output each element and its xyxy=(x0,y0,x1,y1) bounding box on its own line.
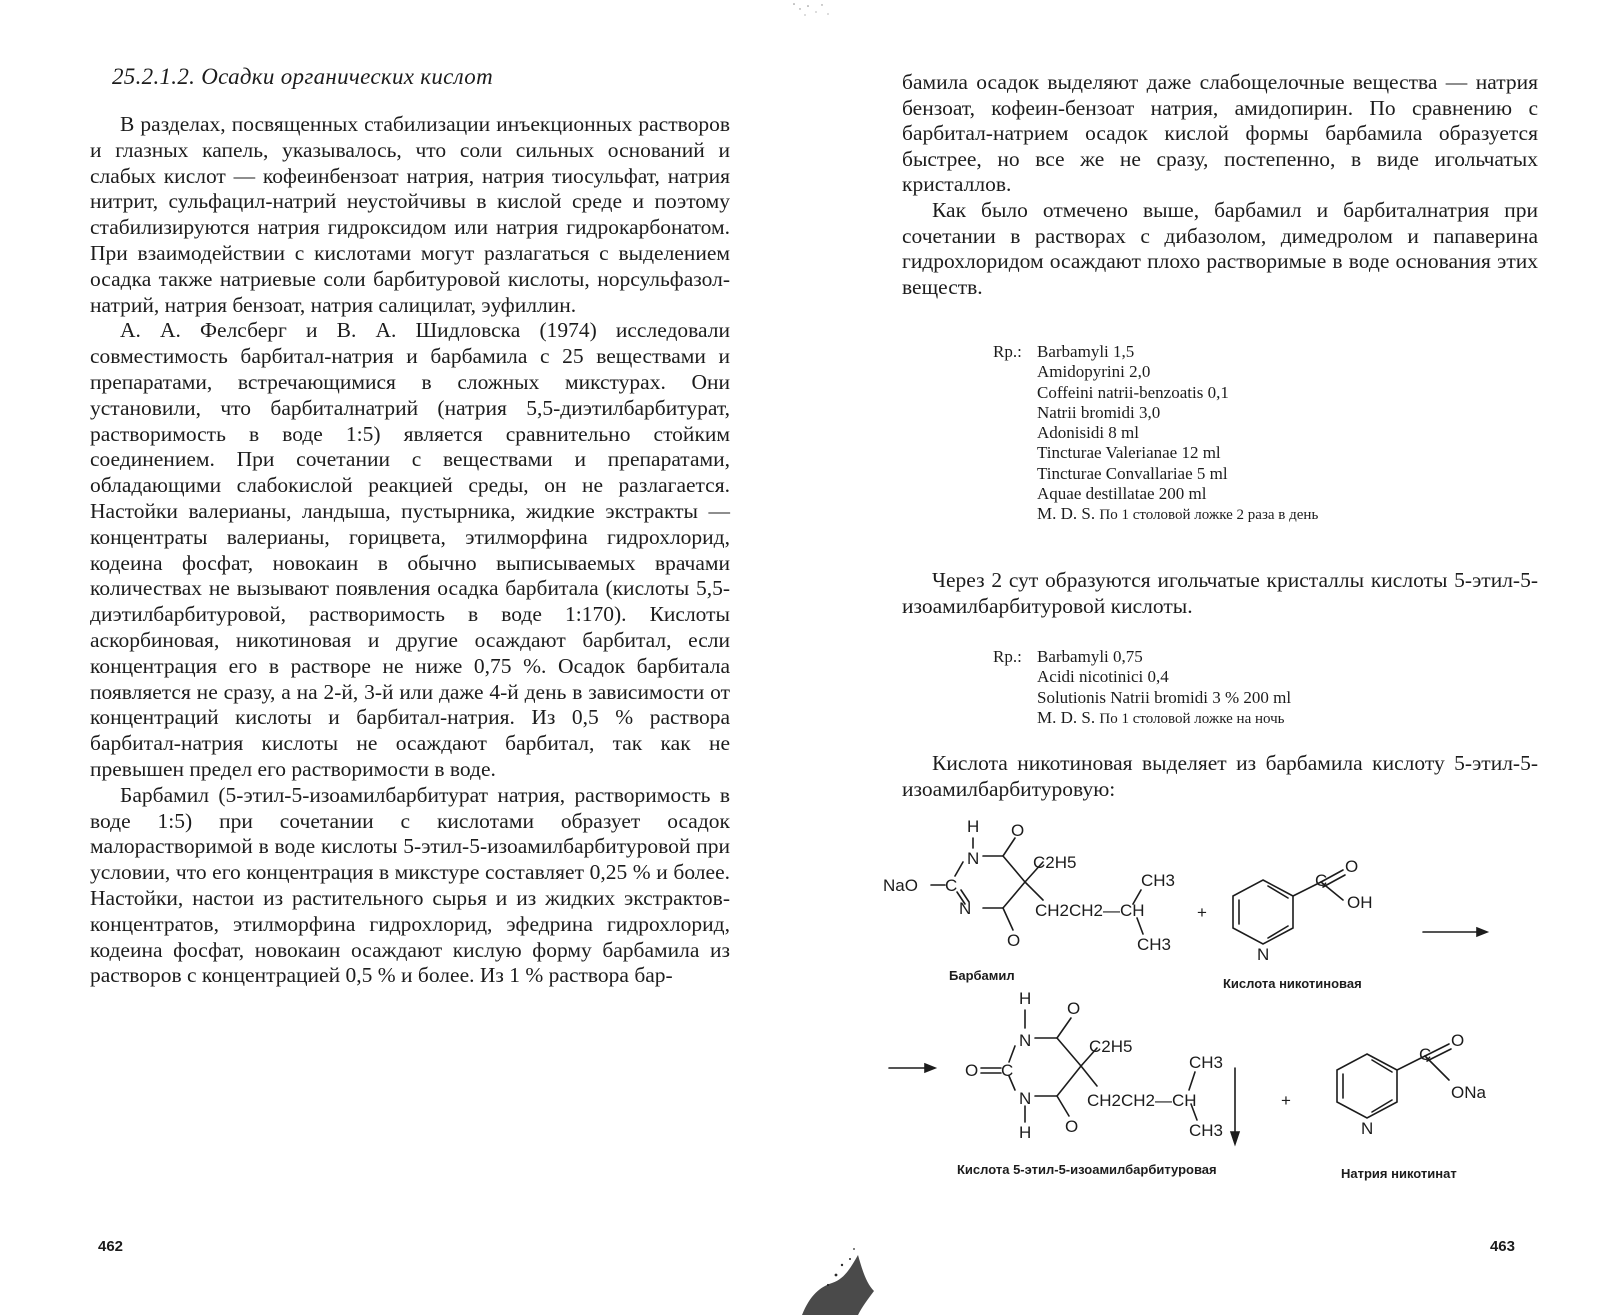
atom-label: O xyxy=(1345,857,1359,876)
recipe-1-ingredient: Natrii bromidi 3,0 xyxy=(1037,402,1161,422)
atom-label: C xyxy=(945,876,958,895)
recipe-1-ingredient: Barbamyli 1,5 xyxy=(1037,342,1135,361)
left-body-text xyxy=(90,112,730,989)
recipe-1-ingredient: Adonisidi 8 ml xyxy=(1037,423,1140,443)
recipe-1-ingredient: Amidopyrini 2,0 xyxy=(1037,362,1151,382)
right-text-block-1 xyxy=(902,70,1538,300)
atom-label: CH3 xyxy=(1141,871,1176,890)
recipe-2-signature xyxy=(1037,708,1291,729)
recipe-1-instructions: По 1 столовой ложке 2 раза в день xyxy=(1099,507,1319,524)
recipe-2-rp: Rp.: xyxy=(993,647,1022,666)
atom-label: ONa xyxy=(1451,1083,1486,1102)
right-text-block-3 xyxy=(902,751,1538,802)
right-paragraph-3: Через 2 сут образуются игольчатые кристаллы кислоты 5-этил-5-изоамилбарбитуровой кислоты. xyxy=(902,568,1538,618)
atom-label: H xyxy=(1019,989,1032,1008)
left-paragraph-2: А. А. Фелсберг и В. А. Шидловска (1974) исследовали совместимость барбитал-натрия и барбамила с 25 веществами и препаратами, встречающимися в сложных микстурах. Они установили, что барбиталнатрий (натрия 5,5-диэтилбарбитурат, растворимость в воде 1:5) является сравнительно стойким соединением. При сочетании с веществами и препаратами, обладающими слабокислой реакцией среды, он не разлагается. Настойки валерианы, ландыша, пустырника, жидкие экстракты — концентраты валерианы, горицвета, этилморфина гидрохлорид, кодеина фосфат, новокаин в обычно выписываемых врачами количествах не вызывают появления осадка барбитала (кислоты 5,5-диэтилбарбитуровой, растворимость в воде 1:170). Кислоты аскорбиновая, никотиновая и другие осаждают барбитал, если концентрация его в растворе не ниже 0,75 %. Осадок барбитала появляется не сразу, а на 2-й, 3-й или даже 4-й день в зависимости от концентраций кислоты и барбитал-натрия. Из 0,5 % раствора барбитал-натрия кислоты не осаждают барбитал, так как не превышен предел его растворимости в воде. xyxy=(90,318,730,781)
recipe-1 xyxy=(993,342,1318,526)
atom-label: CH3 xyxy=(1137,935,1172,954)
atom-label: O xyxy=(1007,931,1021,950)
plus-sign: + xyxy=(1197,903,1207,922)
recipe-2-ingredient: Barbamyli 0,75 xyxy=(1037,647,1143,666)
binding-smudge xyxy=(792,1225,882,1315)
atom-label: C2H5 xyxy=(1089,1037,1133,1056)
atom-label: CH2CH2—CH xyxy=(1035,901,1145,920)
recipe-1-ingredient: Aquae destillatae 200 ml xyxy=(1037,484,1207,504)
atom-label: CH3 xyxy=(1189,1121,1224,1140)
atom-label: C xyxy=(1419,1045,1432,1064)
page-number-left: 462 xyxy=(98,1238,124,1255)
left-paragraph-3: Барбамил (5-этил-5-изоамилбарбитурат натрия, растворимость в воде 1:5) при сочетании с кислотами образует осадок малорастворимой в воде кислоты 5-этил-5-изоамилбарбитуровой при условии, что его концентрация в микстуре составляет 0,25 % и более. Настойки, настои из растительного сырья и из жидких экстрактов-концентратов, этилморфина гидрохлорид, эфедрина гидрохлорид, кодеина фосфат, новокаин осаждают кислую форму барбамила из растворов с концентрацией 0,5 % и более. Из 1 % раствора бар- xyxy=(90,782,730,988)
right-paragraph-4: Кислота никотиновая выделяет из барбамила кислоту 5-этил-5-изоамилбарбитуровую: xyxy=(902,751,1538,801)
atom-label: O xyxy=(1065,1117,1079,1136)
right-paragraph-2: Как было отмечено выше, барбамил и барбиталнатрия при сочетании в растворах с дибазолом, димедролом и папаверина гидрохлоридом осаждают плохо растворимые в воде основания этих веществ. xyxy=(902,197,1538,299)
atom-label: NaO xyxy=(883,876,918,895)
atom-label: C2H5 xyxy=(1033,853,1077,872)
atom-label: N xyxy=(1019,1031,1032,1050)
right-text-block-2 xyxy=(902,568,1538,619)
recipe-2-mds: M. D. S. xyxy=(1037,707,1096,727)
atom-label: N xyxy=(959,899,972,918)
atom-label: N xyxy=(1361,1119,1374,1138)
reaction-scheme xyxy=(875,810,1535,1210)
recipe-1-ingredient: Tincturae Valerianae 12 ml xyxy=(1037,443,1221,463)
recipe-1-mds: M. D. S. xyxy=(1037,504,1096,524)
atom-label: C xyxy=(1315,871,1328,890)
label-nicotinic-acid: Кислота никотиновая xyxy=(1223,976,1362,991)
left-page xyxy=(0,0,800,1314)
recipe-1-ingredient: Tincturae Convallariae 5 ml xyxy=(1037,463,1228,483)
right-paragraph-continued: бамила осадок выделяют даже слабощелочные вещества — натрия бензоат, кофеин-бензоат натрия, амидопирин. По сравнению с барбитал-натрием осадок кислой формы барбамила образуется быстрее, но все же не сразу, постепенно, в виде игольчатых кристаллов. xyxy=(902,70,1538,197)
recipe-2-instructions: По 1 столовой ложке на ночь xyxy=(1099,710,1285,727)
atom-label: CH2CH2—CH xyxy=(1087,1091,1197,1110)
label-sodium-nicotinate: Натрия никотинат xyxy=(1341,1166,1457,1181)
plus-sign: + xyxy=(1281,1091,1291,1110)
atom-label: O xyxy=(965,1061,979,1080)
left-paragraph-1: В разделах, посвященных стабилизации инъекционных растворов и глазных капель, указывалось, что соли сильных оснований и слабых кислот — кофеинбензоат натрия, натрия тиосульфат, натрия нитрит, сульфацил-натрий неустойчивы в кислой среде и поэтому стабилизируются натрия гидроксидом или натрия гидрокарбонатом. При взаимодействии с кислотами могут разлагаться с выделением осадка также натриевые соли барбитуровой кислоты, норсульфазол-натрий, натрия бензоат, натрия салицилат, эуфиллин. xyxy=(90,112,730,317)
atom-label: O xyxy=(1067,999,1081,1018)
recipe-1-ingredient: Coffeini natrii-benzoatis 0,1 xyxy=(1037,382,1229,402)
atom-label: O xyxy=(1451,1031,1465,1050)
page-number-right: 463 xyxy=(1489,1238,1515,1255)
section-heading: 25.2.1.2. Осадки органических кислот xyxy=(112,64,493,89)
atom-label: OH xyxy=(1347,893,1373,912)
label-barbamil: Барбамил xyxy=(949,968,1015,983)
atom-label: H xyxy=(967,817,980,836)
recipe-1-signature xyxy=(1037,504,1318,525)
recipe-2-ingredient: Solutionis Natrii bromidi 3 % 200 ml xyxy=(1037,687,1292,707)
label-product-acid: Кислота 5-этил-5-изоамилбарбитуровая xyxy=(957,1162,1217,1177)
reaction-scheme-svg xyxy=(875,810,1535,1210)
atom-label: N xyxy=(1019,1089,1032,1108)
atom-label: H xyxy=(1019,1123,1032,1142)
recipe-1-rp: Rp.: xyxy=(993,342,1022,361)
atom-label: N xyxy=(1257,945,1270,964)
atom-label: CH3 xyxy=(1189,1053,1224,1072)
atom-label: C xyxy=(1001,1061,1014,1080)
atom-label: O xyxy=(1011,821,1025,840)
atom-label: N xyxy=(967,849,980,868)
recipe-2-ingredient: Acidi nicotinici 0,4 xyxy=(1037,667,1169,687)
recipe-2 xyxy=(993,647,1291,729)
